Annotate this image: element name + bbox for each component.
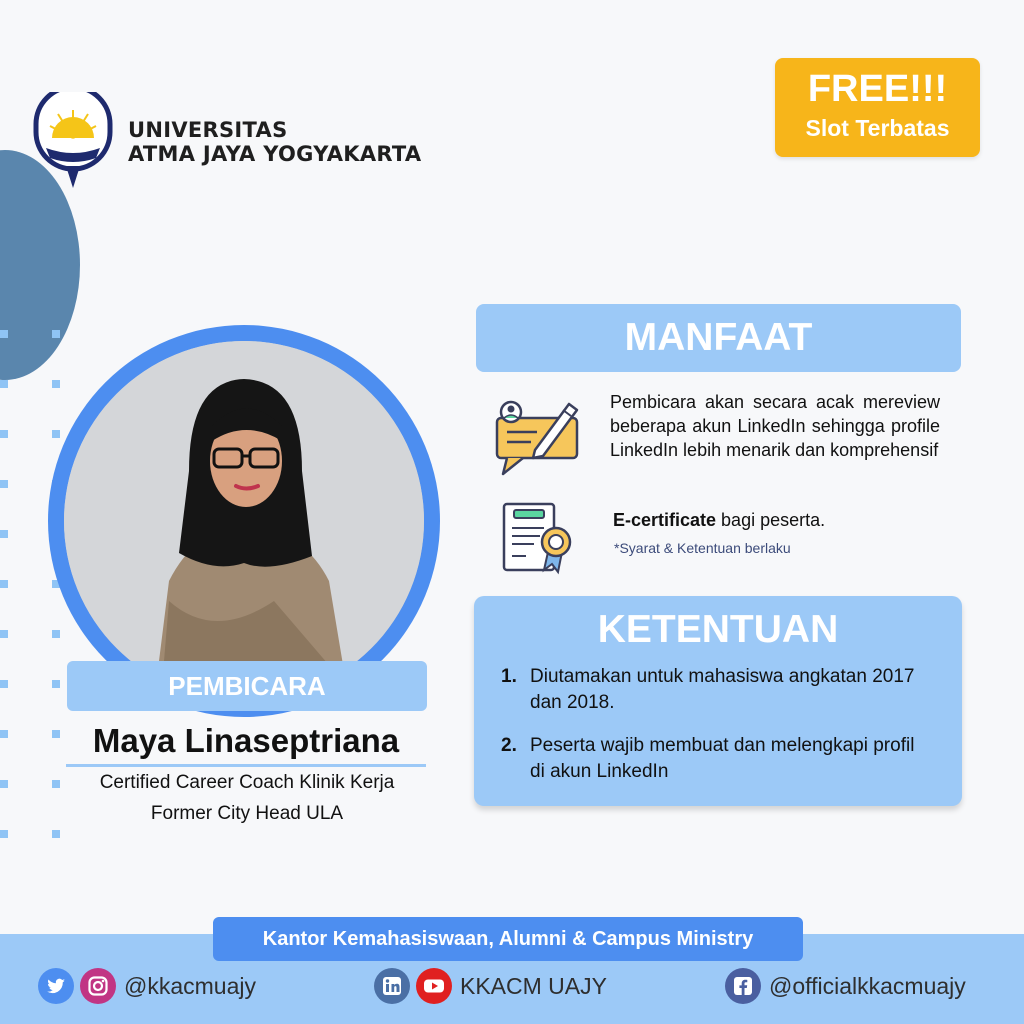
speaker-photo <box>64 341 424 701</box>
benefit-certificate-text <box>613 510 825 531</box>
university-name-line1: UNIVERSITAS <box>128 117 288 142</box>
name-underline <box>66 764 426 767</box>
terms-note: *Syarat & Ketentuan berlaku <box>614 540 791 556</box>
rule-number: 2. <box>501 735 517 756</box>
certificate-icon <box>500 500 578 575</box>
speaker-title-1: Certified Career Coach Klinik Kerja <box>99 772 395 793</box>
rule-number: 1. <box>501 666 517 687</box>
office-banner: Kantor Kemahasiswaan, Alumni & Campus Ministry <box>213 917 803 961</box>
speaker-title-2: Former City Head ULA <box>150 803 344 824</box>
rule-text: Diutamakan untuk mahasiswa angkatan 2017 dan 2018. <box>530 666 915 713</box>
rule-item <box>501 733 931 785</box>
social-group-linkedin-youtube <box>374 968 607 1004</box>
facebook-icon[interactable] <box>725 968 761 1004</box>
social-group-twitter-instagram <box>38 968 256 1004</box>
social-handle[interactable]: KKACM UAJY <box>460 972 607 999</box>
social-group-facebook <box>725 968 966 1004</box>
university-crest-icon <box>30 92 116 192</box>
speaker-portrait-illustration <box>64 341 424 701</box>
instagram-icon[interactable] <box>80 968 116 1004</box>
ketentuan-box <box>474 596 962 806</box>
e-certificate-bold: E-certificate <box>613 510 717 530</box>
ketentuan-header: KETENTUAN <box>597 608 839 651</box>
university-logo <box>30 92 421 192</box>
speaker-section-label: PEMBICARA <box>67 661 427 711</box>
rule-text: Peserta wajib membuat dan melengkapi profil di akun LinkedIn <box>530 735 915 782</box>
social-handle[interactable]: @kkacmuajy <box>124 972 256 999</box>
manfaat-header: MANFAAT <box>476 304 961 372</box>
linkedin-icon[interactable] <box>374 968 410 1004</box>
slot-limited-text: Slot Terbatas <box>805 115 950 141</box>
benefit-certificate-rest: bagi peserta. <box>716 510 826 530</box>
youtube-icon[interactable] <box>416 968 452 1004</box>
review-pencil-icon <box>493 398 583 480</box>
free-badge <box>775 58 980 157</box>
twitter-icon[interactable] <box>38 968 74 1004</box>
free-headline: FREE!!! <box>807 68 948 110</box>
rule-item <box>501 664 931 716</box>
university-name-line2: ATMA JAYA YOGYAKARTA <box>128 142 422 166</box>
social-handle[interactable]: @officialkkacmuajy <box>769 972 966 999</box>
benefit-review-text: Pembicara akan secara acak mereview beberapa akun LinkedIn sehingga profile LinkedIn lebih menarik dan komprehensif <box>610 392 940 460</box>
speaker-name: Maya Linaseptriana <box>92 722 400 759</box>
